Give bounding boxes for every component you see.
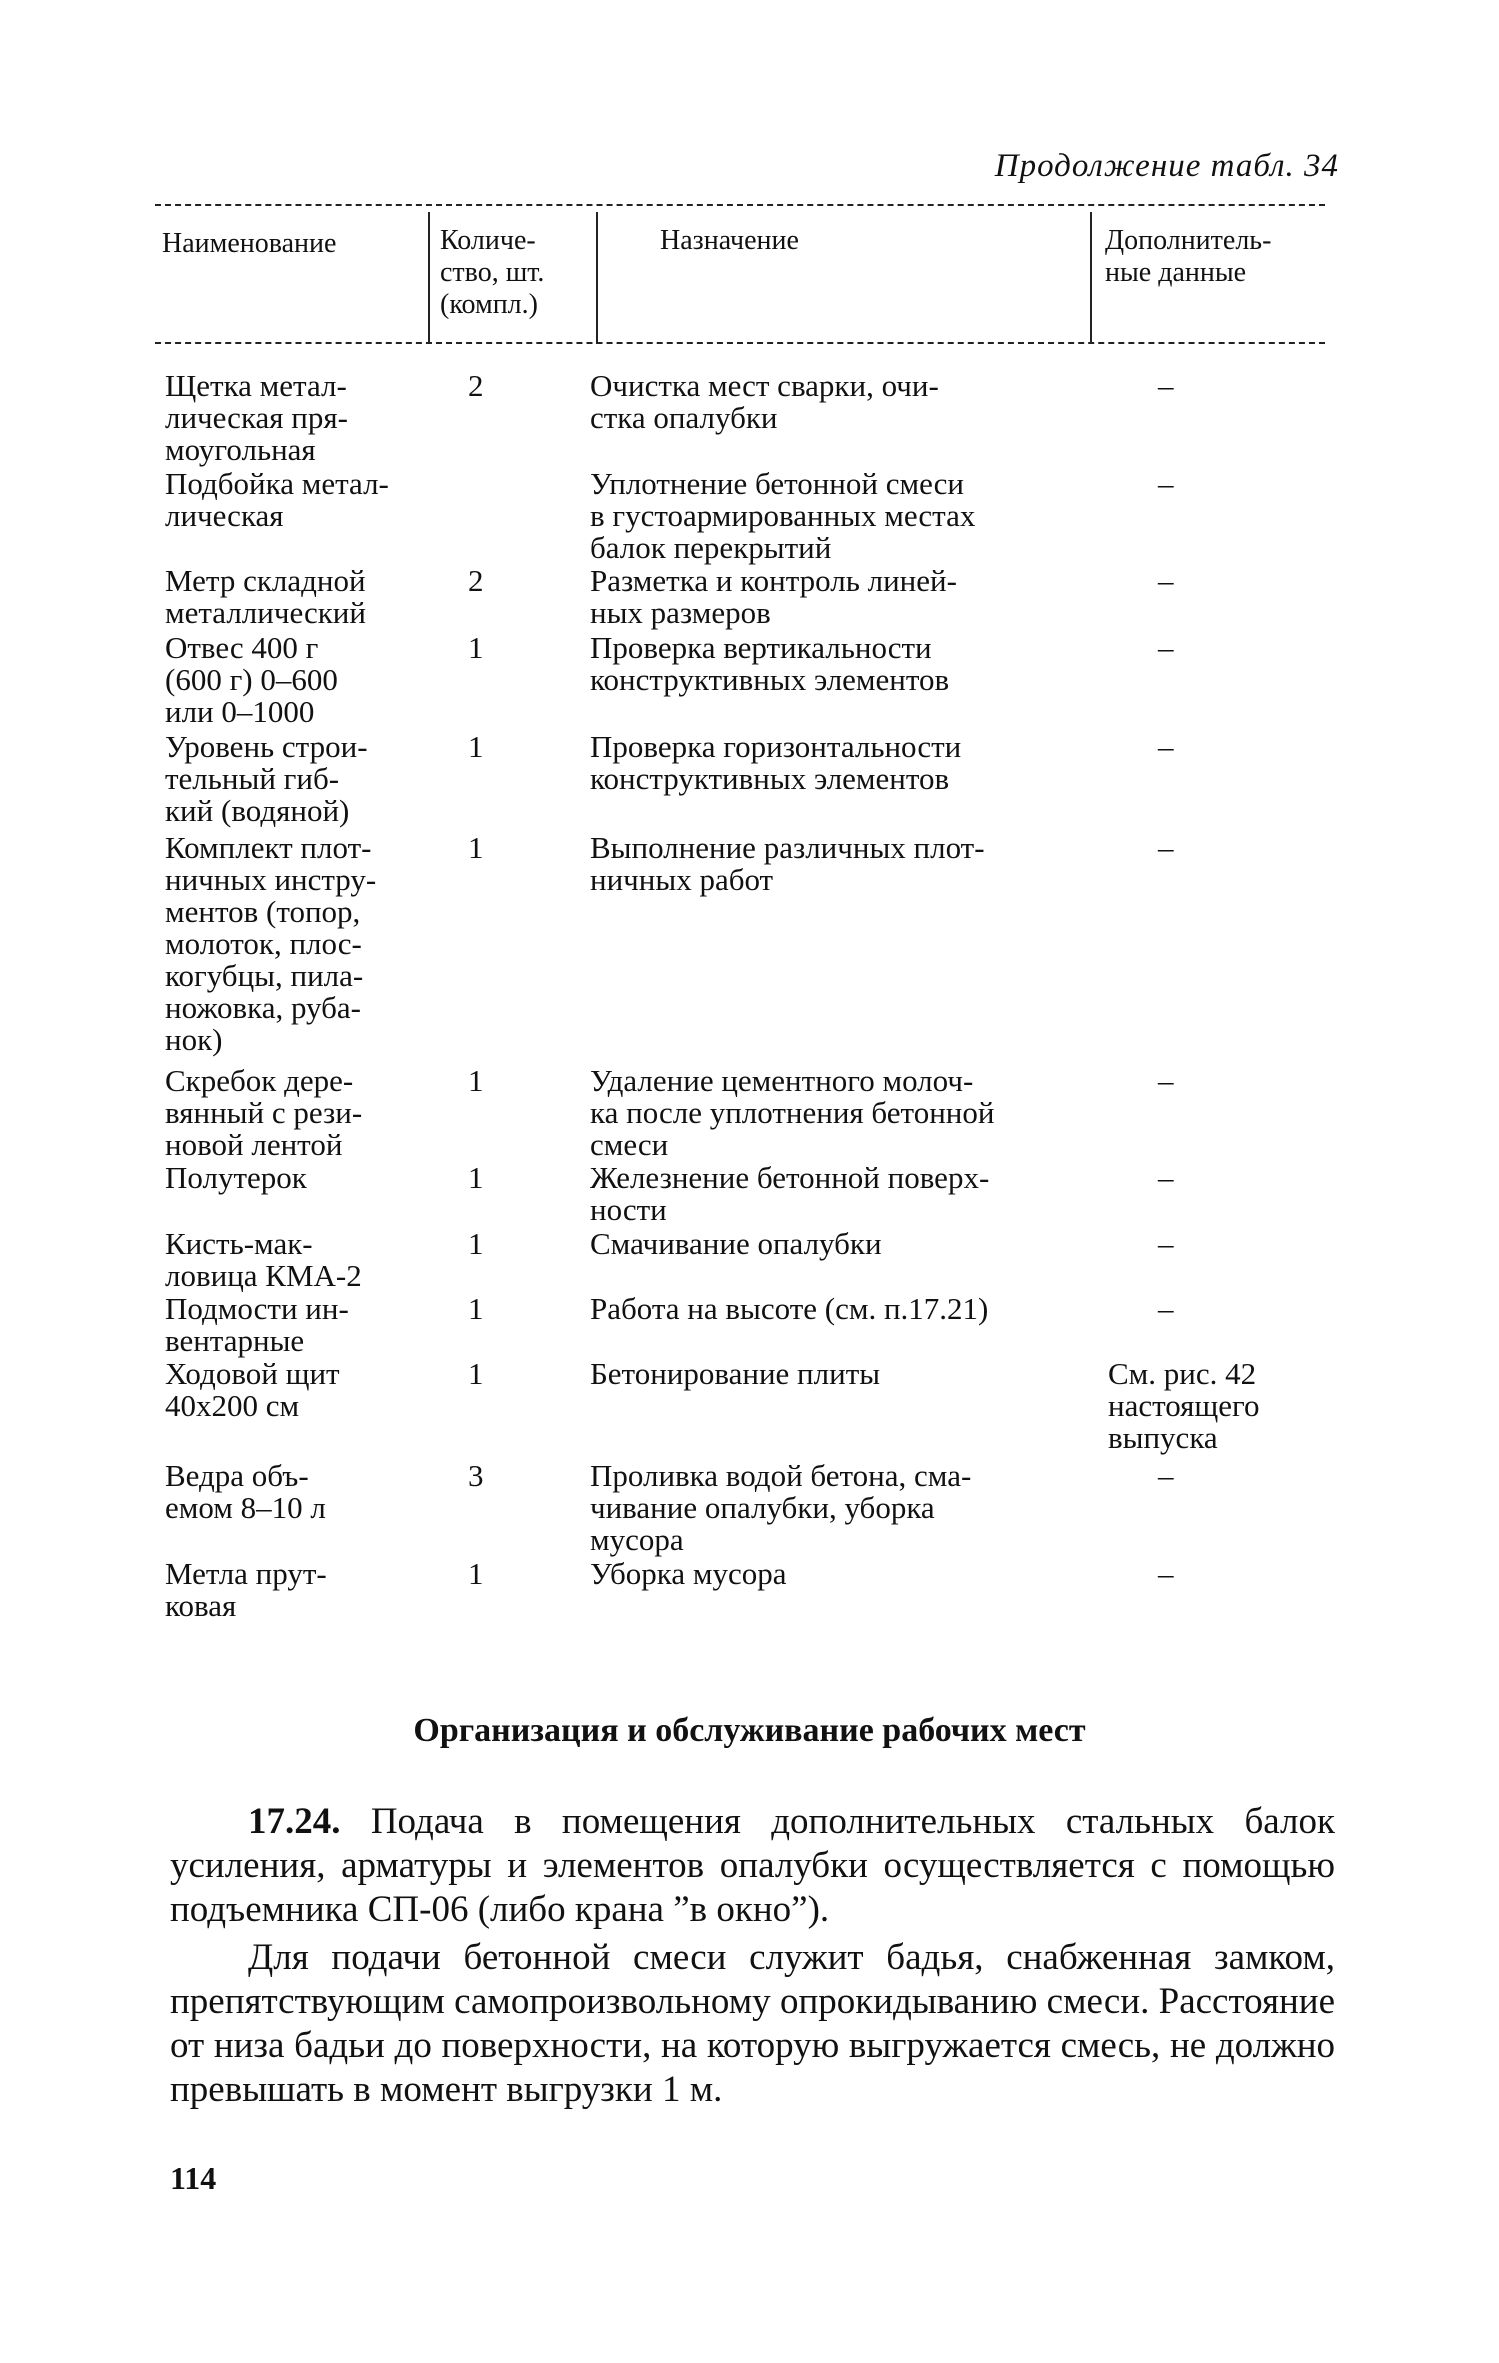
cell-purpose: Удаление цементного молоч- ка после уплотнения бетонной смеси (590, 1063, 995, 1162)
cell-name: Ведра объ- емом 8–10 л (165, 1458, 326, 1525)
header-purpose: Назначение (660, 225, 799, 256)
cell-purpose: Бетонирование плиты (590, 1356, 881, 1391)
cell-extra-dash: – (1158, 563, 1174, 598)
cell-quantity: 1 (468, 1356, 484, 1391)
cell-extra: См. рис. 42 настоящего выпуска (1108, 1356, 1260, 1455)
cell-purpose: Очистка мест сварки, очи- стка опалубки (590, 368, 939, 435)
cell-name: Щетка метал- лическая пря- моугольная (165, 368, 348, 467)
cell-name: Метла прут- ковая (165, 1556, 327, 1623)
cell-purpose: Железнение бетонной поверх- ности (590, 1160, 990, 1227)
cell-quantity: 1 (468, 1291, 484, 1326)
cell-name: Скребок дере- вянный с рези- новой лентой (165, 1063, 363, 1162)
cell-quantity: 3 (468, 1458, 484, 1493)
cell-name: Полутерок (165, 1160, 307, 1195)
column-divider (596, 212, 598, 344)
header-quantity: Количе- ство, шт. (компл.) (440, 225, 545, 320)
cell-quantity: 1 (468, 1063, 484, 1098)
cell-extra-dash: – (1158, 1556, 1174, 1591)
cell-quantity: 1 (468, 1226, 484, 1261)
cell-extra-dash: – (1158, 368, 1174, 403)
cell-purpose: Уплотнение бетонной смеси в густоармированных местах балок перекрытий (590, 466, 976, 565)
cell-extra-dash: – (1158, 1160, 1174, 1195)
table-header-rule (155, 342, 1325, 344)
header-extra: Дополнитель- ные данные (1105, 225, 1272, 288)
cell-name: Подмости ин- вентарные (165, 1291, 349, 1358)
cell-name: Метр складной металлический (165, 563, 366, 630)
cell-name: Комплект плот- ничных инстру- ментов (топор, молоток, плос- когубцы, пила- ножовка, руба- нок) (165, 830, 377, 1057)
cell-purpose: Разметка и контроль линей- ных размеров (590, 563, 957, 630)
cell-extra-dash: – (1158, 466, 1174, 501)
header-name: Наименование (162, 228, 337, 259)
cell-extra-dash: – (1158, 1291, 1174, 1326)
cell-purpose: Проверка горизонтальности конструктивных элементов (590, 729, 962, 796)
cell-quantity: 1 (468, 830, 484, 865)
table-top-rule (155, 204, 1325, 206)
cell-purpose: Работа на высоте (см. п.17.21) (590, 1291, 989, 1326)
cell-extra-dash: – (1158, 1063, 1174, 1098)
cell-name: Уровень строи- тельный гиб- кий (водяной) (165, 729, 368, 828)
cell-extra-dash: – (1158, 1226, 1174, 1261)
cell-purpose: Смачивание опалубки (590, 1226, 882, 1261)
cell-extra-dash: – (1158, 729, 1174, 764)
cell-name: Отвес 400 г (600 г) 0–600 или 0–1000 (165, 630, 338, 729)
cell-extra-dash: – (1158, 830, 1174, 865)
cell-quantity: 1 (468, 1160, 484, 1195)
page-number: 114 (170, 2160, 217, 2196)
cell-quantity: 1 (468, 1556, 484, 1591)
cell-purpose: Выполнение различных плот- ничных работ (590, 830, 985, 897)
cell-quantity: 2 (468, 368, 484, 403)
column-divider (428, 212, 430, 344)
table-caption: Продолжение табл. 34 (994, 148, 1339, 184)
cell-extra-dash: – (1158, 1458, 1174, 1493)
paragraph-number: 17.24. (248, 1801, 341, 1842)
cell-name: Кисть-мак- ловица КМА-2 (165, 1226, 362, 1293)
paragraph-bucket: Для подачи бетонной смеси служит бадья, снабженная замком, препятствующим самопроизвольному опрокидыванию смеси. Расстояние от низа бадьи до поверхности, на которую выгружается смесь, не должно превышать в момент выгрузки 1 м. (170, 1937, 1335, 2110)
cell-name: Ходовой щит 40х200 см (165, 1356, 340, 1423)
column-divider (1090, 212, 1092, 344)
cell-quantity: 1 (468, 729, 484, 764)
paragraph-17-24 (170, 1800, 1335, 1932)
cell-quantity: 2 (468, 563, 484, 598)
cell-name: Подбойка метал- лическая (165, 466, 389, 533)
cell-purpose: Уборка мусора (590, 1556, 787, 1591)
section-heading: Организация и обслуживание рабочих мест (413, 1712, 1086, 1749)
cell-extra-dash: – (1158, 630, 1174, 665)
cell-purpose: Проливка водой бетона, сма- чивание опалубки, уборка мусора (590, 1458, 972, 1557)
cell-purpose: Проверка вертикальности конструктивных элементов (590, 630, 950, 697)
paragraph-text: Подача в помещения дополнительных стальных балок усиления, арматуры и элементов опалубки осуществляется с помощью подъемника СП-06 (либо крана ”в окно”). (170, 1801, 1335, 1930)
cell-quantity: 1 (468, 630, 484, 665)
